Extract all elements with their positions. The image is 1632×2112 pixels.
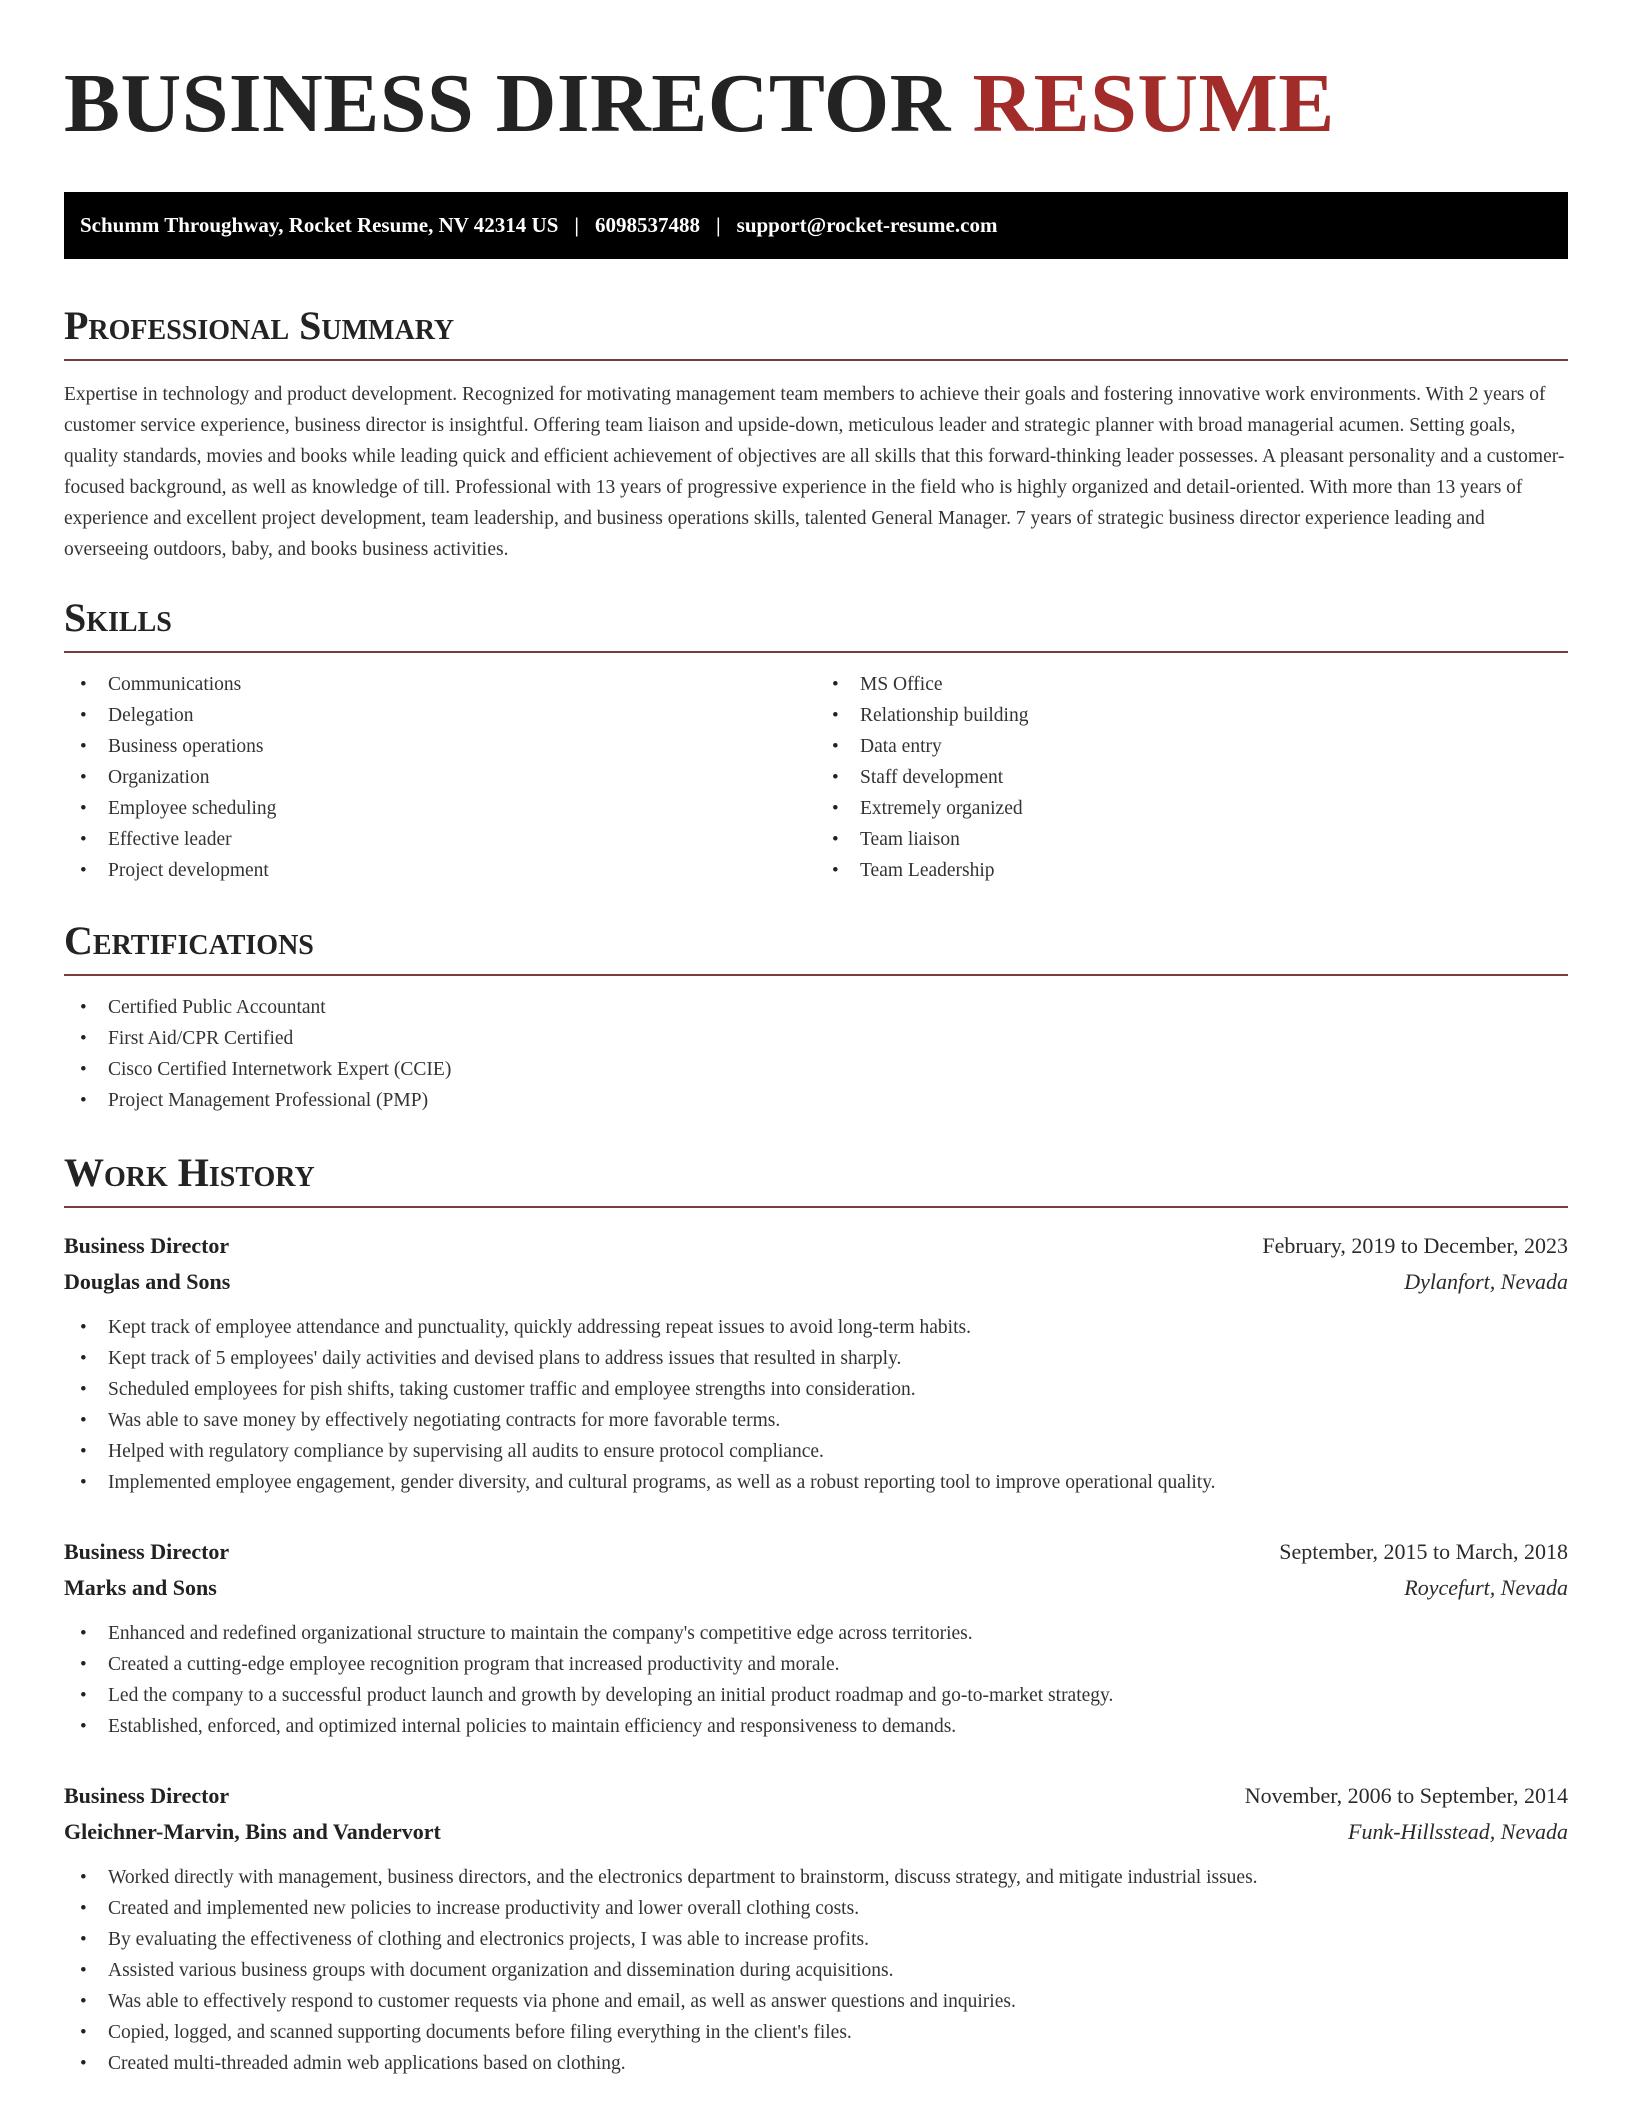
job-duty: • Kept track of employee attendance and punctuality, quickly addressing repeat issues to avoid long-term habits.	[64, 1312, 1568, 1343]
job-company: Douglas and Sons	[64, 1269, 231, 1294]
job-title: Business Director	[64, 1539, 230, 1564]
title-main: BUSINESS DIRECTOR	[64, 57, 951, 150]
job-duty: • By evaluating the effectiveness of clothing and electronics projects, I was able to increase profits.	[64, 1924, 1568, 1955]
title-accent: RESUME	[972, 57, 1335, 150]
job-company: Gleichner-Marvin, Bins and Vandervort	[64, 1819, 441, 1844]
skill-item: • Communications	[64, 669, 816, 700]
job-dates: September, 2015 to March, 2018	[1279, 1539, 1568, 1564]
certifications-heading: Certifications	[64, 918, 1568, 976]
job-entry	[64, 1778, 1568, 2079]
job-duty: • Established, enforced, and optimized internal policies to maintain efficiency and responsiveness to demands.	[64, 1711, 1568, 1742]
summary-text: Expertise in technology and product development. Recognized for motivating management team members to achieve their goals and fostering innovative work environments. With 2 years of customer service experience, business director is insightful. Offering team liaison and upside-down, meticulous leader and strategic planner with broad managerial acumen. Setting goals, quality standards, movies and books while leading quick and efficient achievement of objectives are all skills that this forward-thinking leader possesses. A pleasant personality and a customer-focused background, as well as knowledge of till. Professional with 13 years of progressive experience in the field who is highly organized and detail-oriented. With more than 13 years of experience and excellent project development, team leadership, and business operations skills, talented General Manager. 7 years of strategic business director experience leading and overseeing outdoors, baby, and books business activities.	[64, 384, 1565, 560]
job-entry	[64, 1228, 1568, 1498]
skills-columns	[64, 669, 1568, 886]
job-company-row	[64, 1570, 1568, 1606]
job-location: Funk-Hillsstead, Nevada	[1348, 1819, 1568, 1844]
contact-address: Schumm Throughway, Rocket Resume, NV 42314 US	[80, 213, 559, 237]
job-duty: • Was able to effectively respond to customer requests via phone and email, as well as answer questions and inquiries.	[64, 1986, 1568, 2017]
job-header-row	[64, 1534, 1568, 1570]
work-history-section	[64, 1150, 1568, 2079]
skill-item: • MS Office	[816, 669, 1568, 700]
job-duties-list	[64, 1618, 1568, 1742]
job-company: Marks and Sons	[64, 1575, 217, 1600]
job-location: Roycefurt, Nevada	[1404, 1575, 1568, 1600]
skill-item: • Relationship building	[816, 700, 1568, 731]
skill-item: • Team liaison	[816, 824, 1568, 855]
skill-item: • Effective leader	[64, 824, 816, 855]
job-duty: • Scheduled employees for pish shifts, taking customer traffic and employee strengths into consideration.	[64, 1374, 1568, 1405]
summary-heading: Professional Summary	[64, 303, 1568, 361]
job-company-row	[64, 1814, 1568, 1850]
skill-item: • Employee scheduling	[64, 793, 816, 824]
resume-title	[64, 0, 1568, 150]
job-header-row	[64, 1228, 1568, 1264]
job-company-row	[64, 1264, 1568, 1300]
job-dates: February, 2019 to December, 2023	[1262, 1233, 1568, 1258]
contact-bar	[64, 192, 1568, 259]
skill-item: • Project development	[64, 855, 816, 886]
contact-separator: |	[574, 213, 580, 237]
certification-item: • Certified Public Accountant	[64, 992, 1568, 1023]
summary-section	[64, 303, 1568, 565]
skill-item: • Extremely organized	[816, 793, 1568, 824]
contact-separator: |	[716, 213, 721, 237]
job-duty: • Worked directly with management, business directors, and the electronics department to brainstorm, discuss strategy, and mitigate industrial issues.	[64, 1862, 1568, 1893]
skill-item: • Business operations	[64, 731, 816, 762]
skills-section	[64, 595, 1568, 886]
certifications-section	[64, 918, 1568, 1116]
skill-item: • Organization	[64, 762, 816, 793]
job-location: Dylanfort, Nevada	[1404, 1269, 1568, 1294]
skill-item: • Team Leadership	[816, 855, 1568, 886]
skills-left-list	[64, 669, 816, 886]
skill-item: • Data entry	[816, 731, 1568, 762]
skill-item: • Staff development	[816, 762, 1568, 793]
job-duty: • Kept track of 5 employees' daily activities and devised plans to address issues that resulted in sharply.	[64, 1343, 1568, 1374]
job-duty: • Created and implemented new policies to increase productivity and lower overall clothing costs.	[64, 1893, 1568, 1924]
skills-heading: Skills	[64, 595, 1568, 653]
job-title: Business Director	[64, 1233, 230, 1258]
job-duty: • Helped with regulatory compliance by supervising all audits to ensure protocol compliance.	[64, 1436, 1568, 1467]
certification-item: • Cisco Certified Internetwork Expert (CCIE)	[64, 1054, 1568, 1085]
job-duty: • Created multi-threaded admin web applications based on clothing.	[64, 2048, 1568, 2079]
contact-email[interactable]: support@rocket-resume.com	[736, 213, 998, 237]
job-dates: November, 2006 to September, 2014	[1244, 1783, 1568, 1808]
contact-phone[interactable]: 6098537488	[595, 213, 701, 237]
certifications-list	[64, 992, 1568, 1116]
job-duty: • Led the company to a successful product launch and growth by developing an initial product roadmap and go-to-market strategy.	[64, 1680, 1568, 1711]
job-duty: • Implemented employee engagement, gender diversity, and cultural programs, as well as a robust reporting tool to improve operational quality.	[64, 1467, 1568, 1498]
job-title: Business Director	[64, 1783, 230, 1808]
work-history-heading: Work History	[64, 1150, 1568, 1208]
job-duties-list	[64, 1312, 1568, 1498]
job-duty: • Assisted various business groups with document organization and dissemination during acquisitions.	[64, 1955, 1568, 1986]
job-entry	[64, 1534, 1568, 1742]
certification-item: • First Aid/CPR Certified	[64, 1023, 1568, 1054]
job-duties-list	[64, 1862, 1568, 2079]
job-duty: • Was able to save money by effectively negotiating contracts for more favorable terms.	[64, 1405, 1568, 1436]
job-duty: • Created a cutting-edge employee recognition program that increased productivity and morale.	[64, 1649, 1568, 1680]
certification-item: • Project Management Professional (PMP)	[64, 1085, 1568, 1116]
skill-item: • Delegation	[64, 700, 816, 731]
skills-right-list	[816, 669, 1568, 886]
job-duty: • Enhanced and redefined organizational structure to maintain the company's competitive edge across territories.	[64, 1618, 1568, 1649]
job-header-row	[64, 1778, 1568, 1814]
job-duty: • Copied, logged, and scanned supporting documents before filing everything in the client's files.	[64, 2017, 1568, 2048]
